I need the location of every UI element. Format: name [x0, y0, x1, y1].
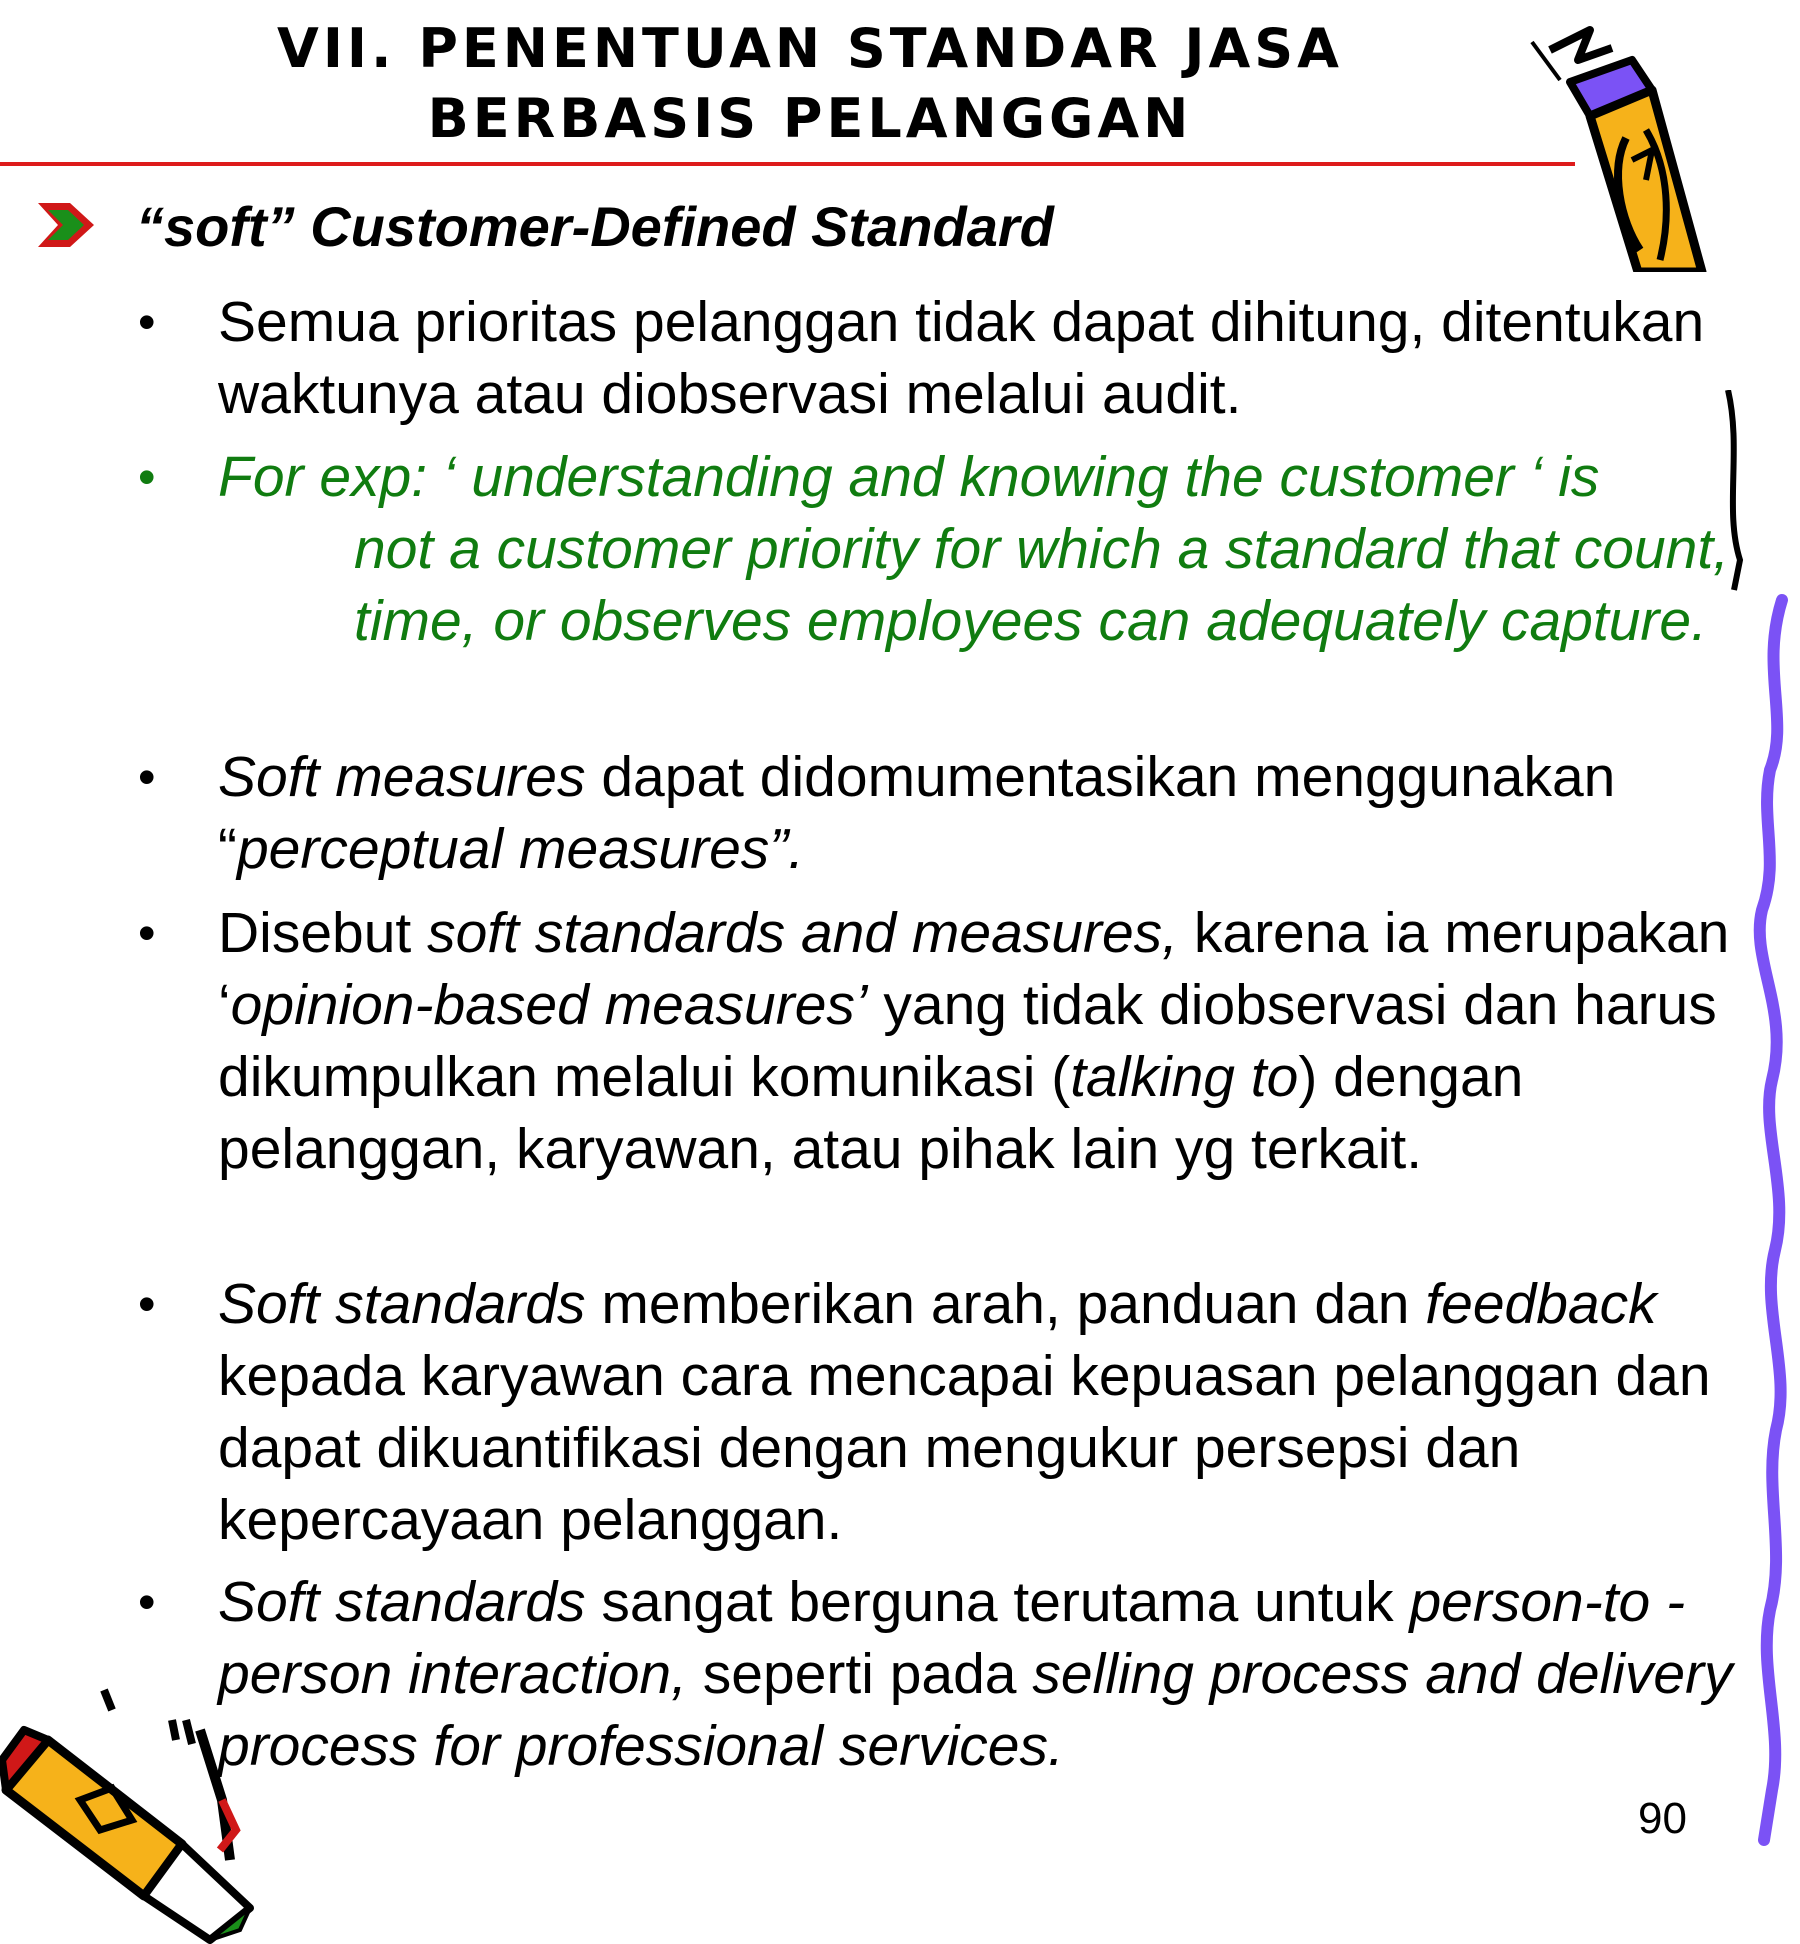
text-run: yang tidak diobservasi dan harus dikumpulkan melalui komunikasi ( — [218, 973, 1717, 1109]
italic-term: talking to — [1070, 1045, 1299, 1109]
text-run: karena ia merupakan ‘ — [218, 901, 1730, 1037]
text-run: ) dengan pelanggan, karyawan, atau pihak lain yg terkait. — [218, 1045, 1524, 1181]
italic-term: person-to -person interaction, — [218, 1570, 1686, 1706]
arrow-bullet-icon — [36, 200, 96, 250]
text-run: dapat didomumentasikan menggunakan “ — [218, 745, 1616, 881]
bullet-2-continuation: not a customer priority for which a standard that count, time, or observes employees can adequately capture. — [354, 517, 1730, 653]
bullet-marker: • — [138, 294, 156, 350]
italic-term: soft standards and measures, — [427, 901, 1179, 965]
bullet-marker: • — [138, 1574, 156, 1630]
text-run: sangat berguna terutama untuk — [585, 1570, 1410, 1634]
pencil-icon — [1520, 20, 1720, 272]
pencil-icon — [0, 1680, 270, 1944]
bullet-marker: • — [138, 905, 156, 961]
squiggle-line-icon — [1720, 390, 1800, 1850]
italic-term: Soft standards — [218, 1272, 586, 1336]
italic-term: opinion-based measures’ — [230, 973, 868, 1037]
bullet-text-3 — [218, 741, 1738, 885]
bullet-text-6 — [218, 1566, 1738, 1782]
title-divider — [0, 162, 1575, 166]
bullet-text-2 — [218, 441, 1738, 657]
bullet-marker: • — [138, 449, 156, 505]
bullet-text-5 — [218, 1268, 1738, 1556]
text-run: Disebut — [218, 901, 428, 965]
text-run: memberikan arah, panduan dan — [585, 1272, 1426, 1336]
bullet-marker: • — [138, 1276, 156, 1332]
slide-title-line-2: BERBASIS PELANGGAN — [427, 87, 1193, 150]
bullet-text-4 — [218, 897, 1738, 1185]
text-run: seperti pada — [686, 1642, 1033, 1706]
italic-term: perceptual measures”. — [236, 817, 805, 881]
page-number: 90 — [1638, 1794, 1687, 1843]
section-subtitle: “soft” Customer-Defined Standard — [136, 195, 1054, 258]
bullet-marker: • — [138, 749, 156, 805]
italic-term: Soft measures — [218, 745, 586, 809]
italic-term: feedback — [1425, 1272, 1657, 1336]
slide-title-line-1: VII. PENENTUAN STANDAR JASA — [277, 17, 1343, 80]
italic-term: Soft standards — [218, 1570, 586, 1634]
text-run: kepada karyawan cara mencapai kepuasan pelanggan dan dapat dikuantifikasi dengan mengukur persepsi dan kepercayaan pelanggan. — [218, 1344, 1711, 1552]
bullet-text-1: Semua prioritas pelanggan tidak dapat dihitung, ditentukan waktunya atau diobservasi melalui audit. — [218, 290, 1705, 426]
bullet-2-first-line: For exp: ‘ understanding and knowing the customer ‘ is — [218, 445, 1600, 509]
italic-term: selling process and delivery process for professional services. — [218, 1642, 1733, 1778]
